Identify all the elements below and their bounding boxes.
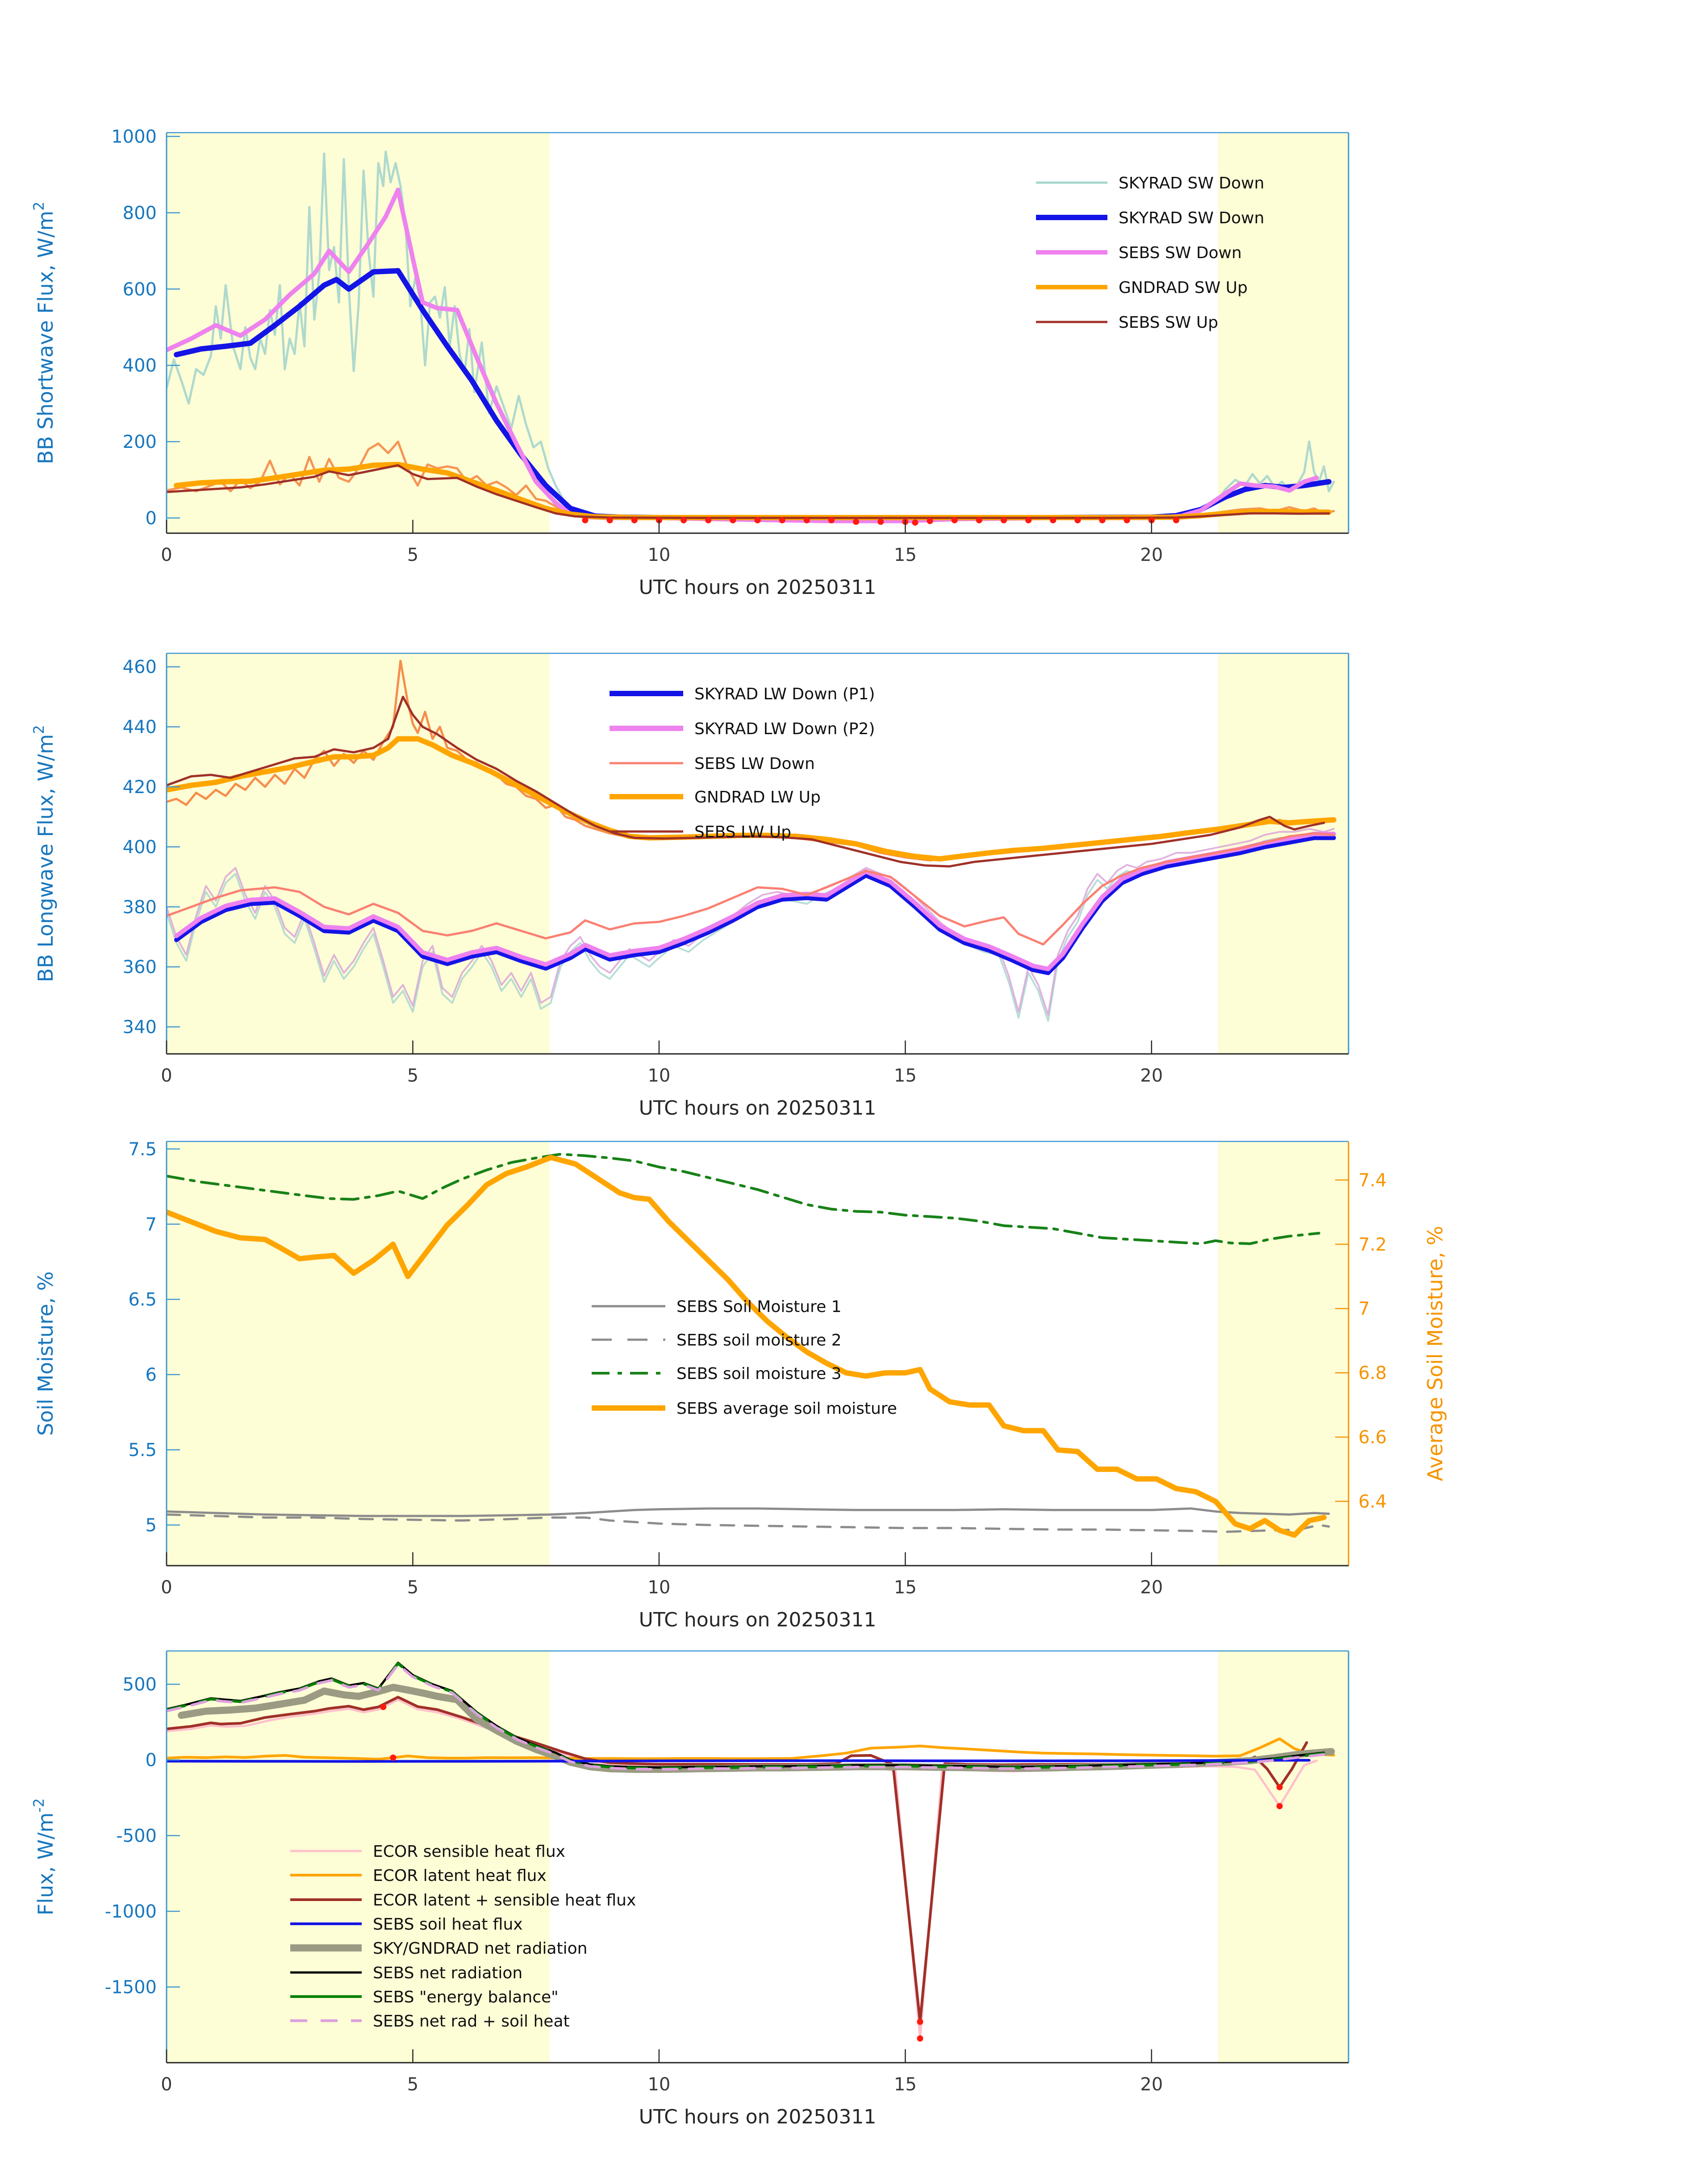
- qc-flag-dot: [1173, 517, 1179, 523]
- y-tick-label: 0: [145, 1750, 157, 1771]
- legend-label: SKY/GNDRAD net radiation: [373, 1939, 588, 1958]
- qc-flag-dot: [1074, 517, 1081, 523]
- right-y-tick-label: 6.6: [1358, 1427, 1387, 1448]
- x-axis-label: UTC hours on 20250311: [639, 1097, 877, 1120]
- legend-label: SKYRAD LW Down (P1): [694, 685, 875, 703]
- y-tick-label: 400: [122, 355, 157, 376]
- chart-bb-shortwave-flux: [30, 127, 1349, 599]
- y-tick-label: 380: [122, 897, 157, 918]
- qc-flag-dot: [1277, 1803, 1283, 1809]
- right-y-axis-label: Average Soil Moisture, %: [1423, 1226, 1447, 1481]
- qc-flag-dot: [1050, 517, 1056, 523]
- y-tick-label: 360: [122, 957, 157, 978]
- y-tick-label: -1500: [104, 1977, 157, 1998]
- y-tick-label: -1000: [104, 1901, 157, 1922]
- qc-flag-dot: [804, 517, 810, 523]
- x-tick-label: 15: [894, 1577, 917, 1598]
- x-axis-label: UTC hours on 20250311: [639, 2106, 877, 2128]
- x-tick-label: 10: [647, 2074, 671, 2095]
- legend-label: SKYRAD SW Down: [1119, 209, 1265, 227]
- qc-flag-dot: [917, 2035, 923, 2042]
- chart-bb-longwave-flux: [30, 653, 1349, 1120]
- qc-flag-dot: [390, 1755, 396, 1761]
- legend-label: SEBS Soil Moisture 1: [677, 1298, 842, 1316]
- legend-label: SEBS soil moisture 2: [677, 1331, 842, 1350]
- right-y-tick-label: 7.4: [1358, 1170, 1387, 1191]
- qc-flag-dot: [755, 517, 761, 523]
- night-shading-band: [1218, 1651, 1349, 2063]
- y-axis-label: Soil Moisture, %: [33, 1271, 58, 1436]
- legend-label: SEBS net radiation: [373, 1964, 523, 1982]
- qc-flag-dot: [730, 517, 736, 523]
- y-tick-label: -500: [116, 1826, 157, 1847]
- x-tick-label: 5: [407, 1577, 419, 1598]
- x-tick-label: 15: [894, 545, 917, 565]
- legend-label: SEBS SW Up: [1119, 313, 1219, 332]
- qc-flag-dot: [631, 517, 638, 523]
- right-y-tick-label: 6.4: [1358, 1492, 1387, 1513]
- right-y-tick-label: 6.8: [1358, 1363, 1387, 1384]
- y-tick-label: 0: [145, 508, 157, 529]
- x-tick-label: 0: [161, 1577, 172, 1598]
- legend-label: SEBS LW Down: [694, 755, 815, 773]
- qc-flag-dot: [828, 517, 835, 523]
- chart-soil-moisture: [33, 1139, 1447, 1631]
- qc-flag-dot: [912, 519, 918, 526]
- series-sebs-soil-heat-flux: [167, 1760, 1309, 1762]
- qc-flag-dot: [705, 517, 711, 523]
- legend-label: SEBS net rad + soil heat: [373, 2012, 570, 2031]
- qc-flag-dot: [681, 517, 687, 523]
- x-tick-label: 20: [1140, 2074, 1163, 2095]
- y-axis-label: Flux, $W/m^{-2}$: [30, 1798, 58, 1916]
- x-tick-label: 20: [1140, 1577, 1163, 1598]
- legend-label: SEBS soil moisture 3: [677, 1365, 842, 1383]
- qc-flag-dot: [607, 517, 613, 523]
- x-tick-label: 0: [161, 1066, 172, 1086]
- qc-flag-dot: [1001, 517, 1007, 523]
- legend-label: SEBS LW Up: [694, 823, 791, 841]
- y-tick-label: 800: [122, 203, 157, 224]
- legend-label: SEBS average soil moisture: [677, 1400, 897, 1418]
- y-tick-label: 6: [145, 1365, 157, 1386]
- y-tick-label: 1000: [111, 126, 157, 147]
- legend-label: SKYRAD LW Down (P2): [694, 720, 875, 738]
- x-tick-label: 20: [1140, 545, 1163, 565]
- y-tick-label: 500: [122, 1674, 157, 1695]
- x-tick-label: 15: [894, 2074, 917, 2095]
- qc-flag-dot: [1277, 1784, 1283, 1790]
- legend-label: SEBS SW Down: [1119, 244, 1242, 262]
- legend-label: ECOR latent + sensible heat flux: [373, 1891, 636, 1910]
- x-tick-label: 10: [647, 1066, 671, 1086]
- x-tick-label: 20: [1140, 1066, 1163, 1086]
- qc-flag-dot: [952, 517, 958, 523]
- qc-flag-dot: [1124, 517, 1130, 523]
- qc-flag-dot: [976, 517, 982, 523]
- legend-label: SEBS "energy balance": [373, 1988, 559, 2006]
- y-tick-label: 7.5: [128, 1139, 157, 1160]
- qc-flag-dot: [877, 518, 884, 525]
- y-axis-label: BB Longwave Flux, $W/m^2$: [30, 725, 58, 982]
- night-shading-band: [1218, 133, 1349, 533]
- y-tick-label: 6.5: [128, 1289, 157, 1310]
- x-axis-label: UTC hours on 20250311: [639, 1609, 877, 1631]
- night-shading-band: [1218, 1141, 1349, 1566]
- night-shading-band: [167, 1141, 550, 1566]
- x-tick-label: 5: [407, 545, 419, 565]
- x-tick-label: 0: [161, 545, 172, 565]
- qc-flag-dot: [917, 2018, 923, 2025]
- y-tick-label: 420: [122, 777, 157, 798]
- qc-flag-dot: [1025, 517, 1031, 523]
- y-tick-label: 5: [145, 1515, 157, 1536]
- legend-label: ECOR sensible heat flux: [373, 1843, 565, 1861]
- y-tick-label: 400: [122, 837, 157, 858]
- y-axis-label: BB Shortwave Flux, $W/m^2$: [30, 201, 58, 464]
- x-tick-label: 5: [407, 1066, 419, 1086]
- legend-bb-longwave-flux: [610, 685, 875, 841]
- legend-label: SKYRAD SW Down: [1119, 174, 1265, 192]
- y-tick-label: 200: [122, 431, 157, 452]
- y-tick-label: 5.5: [128, 1440, 157, 1461]
- qc-flag-dot: [380, 1704, 386, 1710]
- legend-label: GNDRAD SW Up: [1119, 279, 1248, 297]
- y-tick-label: 7: [145, 1214, 157, 1235]
- legend-soil-moisture: [592, 1298, 897, 1418]
- x-axis-label: UTC hours on 20250311: [639, 576, 877, 599]
- right-y-tick-label: 7.2: [1358, 1234, 1387, 1255]
- night-shading-band: [167, 653, 550, 1054]
- qc-flag-dot: [927, 518, 933, 524]
- qc-flag-dot: [1099, 517, 1106, 523]
- y-tick-label: 440: [122, 717, 157, 738]
- y-tick-label: 460: [122, 657, 157, 678]
- chart-surface-energy-flux: [30, 1651, 1349, 2128]
- legend-label: GNDRAD LW Up: [694, 788, 821, 806]
- legend-label: ECOR latent heat flux: [373, 1867, 547, 1885]
- x-tick-label: 10: [647, 1577, 671, 1598]
- y-tick-label: 340: [122, 1017, 157, 1038]
- qc-flag-dot: [779, 517, 785, 523]
- y-tick-label: 600: [122, 279, 157, 300]
- right-y-tick-label: 7: [1358, 1299, 1370, 1320]
- qc-flag-dot: [582, 517, 588, 523]
- x-tick-label: 0: [161, 2074, 172, 2095]
- x-tick-label: 5: [407, 2074, 419, 2095]
- x-tick-label: 15: [894, 1066, 917, 1086]
- legend-label: SEBS soil heat flux: [373, 1915, 523, 1934]
- x-tick-label: 10: [647, 545, 671, 565]
- qc-flag-dot: [853, 518, 859, 525]
